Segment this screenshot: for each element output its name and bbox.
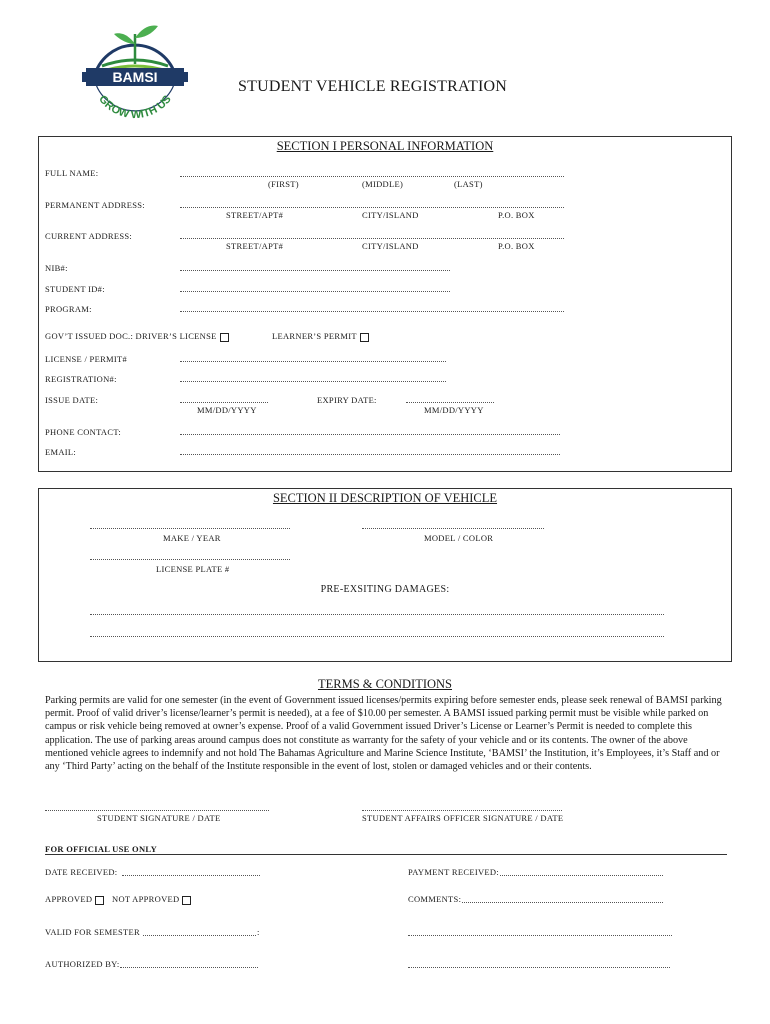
learner-row [272, 331, 369, 342]
drivers-license-checkbox[interactable] [220, 333, 229, 342]
model-color-label: MODEL / COLOR [424, 533, 494, 543]
authorized-by-field[interactable] [120, 967, 258, 968]
first-label: (FIRST) [268, 179, 299, 189]
authorized-by-label: AUTHORIZED BY: [45, 959, 120, 969]
email-label: EMAIL: [45, 447, 77, 457]
current-address-label: CURRENT ADDRESS: [45, 231, 133, 241]
pobox-label-2: P.O. BOX [498, 241, 535, 251]
registration-label: REGISTRATION#: [45, 374, 117, 384]
comments-line-3[interactable] [408, 967, 670, 968]
valid-for-field[interactable] [143, 935, 256, 936]
payment-received-label: PAYMENT RECEIVED: [408, 867, 499, 877]
pobox-label: P.O. BOX [498, 210, 535, 220]
nib-field[interactable] [180, 270, 450, 271]
permanent-address-label: PERMANENT ADDRESS: [45, 200, 145, 210]
not-approved-label: NOT APPROVED [112, 894, 180, 904]
expiry-date-label: EXPIRY DATE: [317, 395, 377, 405]
issue-date-label: ISSUE DATE: [45, 395, 99, 405]
middle-label: (MIDDLE) [362, 179, 404, 189]
approved-row [45, 894, 104, 905]
comments-label: COMMENTS: [408, 894, 462, 904]
student-signature-label: STUDENT SIGNATURE / DATE [97, 813, 221, 823]
plate-label: LICENSE PLATE # [156, 564, 230, 574]
nib-label: NIB#: [45, 263, 68, 273]
student-signature-field[interactable] [45, 810, 269, 811]
issue-date-format: MM/DD/YYYY [197, 405, 257, 415]
expiry-date-field[interactable] [406, 402, 494, 403]
page-title: STUDENT VEHICLE REGISTRATION [238, 78, 507, 95]
city-label: CITY/ISLAND [362, 210, 419, 220]
officer-signature-field[interactable] [362, 810, 562, 811]
approved-label: APPROVED [45, 894, 93, 904]
not-approved-row [112, 894, 191, 905]
date-received-label: DATE RECEIVED: [45, 867, 118, 877]
street-label: STREET/APT# [226, 210, 284, 220]
student-id-label: STUDENT ID#: [45, 284, 105, 294]
comments-line-2[interactable] [408, 935, 672, 936]
student-id-field[interactable] [180, 291, 450, 292]
valid-for-suffix: : [257, 927, 260, 937]
full-name-field[interactable] [180, 176, 564, 177]
official-divider [45, 854, 727, 855]
official-heading: FOR OFFICIAL USE ONLY [45, 844, 158, 854]
plate-field[interactable] [90, 559, 290, 560]
date-received-field[interactable] [122, 875, 260, 876]
logo-tagline: GROW WITH US [96, 93, 174, 122]
phone-label: PHONE CONTACT: [45, 427, 122, 437]
section1-heading: SECTION I PERSONAL INFORMATION [276, 139, 494, 153]
comments-field[interactable] [462, 902, 663, 903]
terms-heading: TERMS & CONDITIONS [317, 677, 453, 691]
not-approved-checkbox[interactable] [182, 896, 191, 905]
valid-for-label: VALID FOR SEMESTER [45, 927, 140, 937]
last-label: (LAST) [454, 179, 483, 189]
officer-signature-label: STUDENT AFFAIRS OFFICER SIGNATURE / DATE [362, 813, 564, 823]
damages-line-1[interactable] [90, 614, 664, 615]
issue-date-field[interactable] [180, 402, 268, 403]
street-label-2: STREET/APT# [226, 241, 284, 251]
registration-field[interactable] [180, 381, 446, 382]
license-label: LICENSE / PERMIT# [45, 354, 128, 364]
license-field[interactable] [180, 361, 446, 362]
learner-permit-checkbox[interactable] [360, 333, 369, 342]
bamsi-logo [80, 16, 190, 126]
current-address-field[interactable] [180, 238, 564, 239]
model-color-field[interactable] [362, 528, 544, 529]
payment-received-field[interactable] [500, 875, 663, 876]
logo-name: BAMSI [112, 69, 158, 85]
govt-doc-label: GOV’T ISSUED DOC.: DRIVER’S LICENSE [45, 331, 217, 341]
govt-doc-row [45, 331, 229, 342]
permanent-address-field[interactable] [180, 207, 564, 208]
full-name-label: FULL NAME: [45, 168, 99, 178]
terms-body: Parking permits are valid for one semester (in the event of Government issued licenses/permits expiring before semester ends, please seek renewal of BAMSI parking permit. Proof of valid driver’s license/learner’s permit is needed), at a fee of $10.00 per semester. A BAMSI issued parking permit must be visible while parked on campus or risk vehicle being removed at owner’s expense. Proof of a valid Government issued Driver’s License or Learner’s Permit is needed to complete this application. The use of parking areas around campus does not constitute as warranty for the safety of your vehicle and or its contents. The owner of the above mentioned vehicle agrees to indemnify and not hold The Bahamas Agriculture and Marine Science Institute, ‘BAMSI’ the Institution, it’s Employees, it’s Staff and or any ‘Third Party’ acting on the behalf of the Institute responsible in the event of lost, stolen or damaged vehicles and or their contents. [45, 695, 722, 773]
approved-checkbox[interactable] [95, 896, 104, 905]
learner-label: LEARNER’S PERMIT [272, 331, 357, 341]
phone-field[interactable] [180, 434, 560, 435]
make-year-field[interactable] [90, 528, 290, 529]
damages-line-2[interactable] [90, 636, 664, 637]
expiry-date-format: MM/DD/YYYY [424, 405, 484, 415]
make-year-label: MAKE / YEAR [163, 533, 221, 543]
svg-text:GROW WITH US [96, 93, 173, 121]
program-label: PROGRAM: [45, 304, 92, 314]
damages-label: PRE-EXSITING DAMAGES: [320, 584, 450, 595]
section2-heading: SECTION II DESCRIPTION OF VEHICLE [272, 491, 498, 505]
program-field[interactable] [180, 311, 564, 312]
email-field[interactable] [180, 454, 560, 455]
city-label-2: CITY/ISLAND [362, 241, 419, 251]
